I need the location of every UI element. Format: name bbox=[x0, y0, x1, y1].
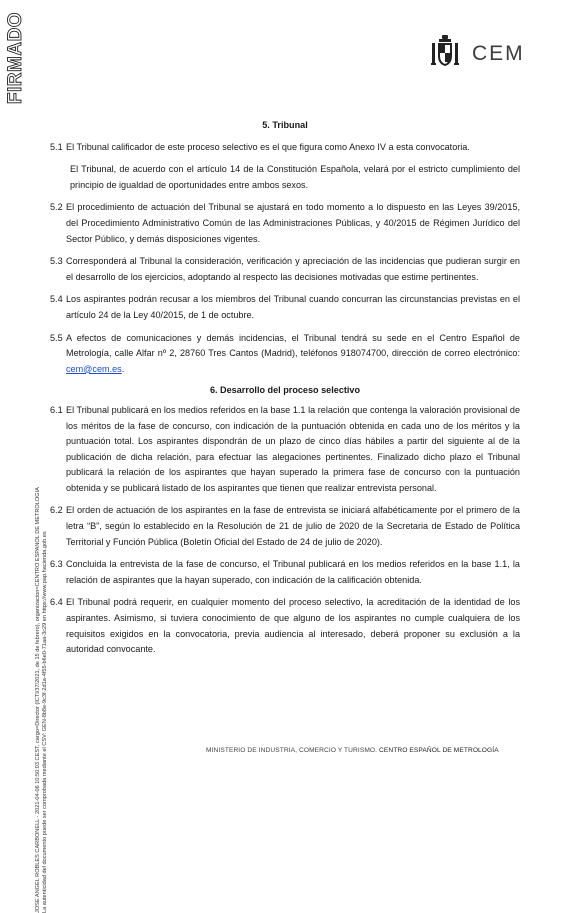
email-link[interactable]: cem@cem.es bbox=[66, 363, 122, 374]
firmado-stamp bbox=[4, 12, 26, 104]
paragraph-5-2 bbox=[50, 200, 520, 247]
paragraph-text: El Tribunal publicará en los medios referidos en la base 1.1 la relación que contenga la valoración provisional de los méritos de la fase de concurso, con indicación de la puntuación obtenida en cada uno de los méritos y la puntuación total. Los aspirantes dispondrán de un plazo de cinco días hábiles a partir del siguiente al de la publicación de dicha relación, para efectuar las alegaciones pertinentes. Finalizado dicho plazo el Tribunal publicará la relación de los aspirantes que hayan superado la primera fase de concurso con la puntuación obtenida y se publicará listado de los aspirantes que tienen que realizar entrevista personal. bbox=[66, 404, 520, 493]
paragraph-number: 5.4 bbox=[50, 294, 63, 305]
paragraph-text: El Tribunal podrá requerir, en cualquier momento del proceso selectivo, la acreditación de la identidad de los aspirantes. Asimismo, si tuviera conocimiento de que alguno de los aspirantes no cumple cualquiera de los requisitos exigidos en la convocatoria, previa audiencia al interesado, deberá proponer su exclusión a la autoridad convocante. bbox=[66, 597, 520, 655]
paragraph-number: 6.4 bbox=[50, 597, 63, 608]
cem-logo bbox=[472, 40, 528, 64]
paragraph-text-start: A efectos de comunicaciones y demás incidencias, el Tribunal tendrá su sede en el Centro Español de Metrología, calle Alfar nº 2, 28760 Tres Cantos (Madrid), teléfonos 918074700, dirección de correo electrónico: bbox=[66, 332, 520, 359]
paragraph-number: 6.2 bbox=[50, 505, 63, 516]
paragraph-number: 6.3 bbox=[50, 559, 63, 570]
paragraph-number: 5.1 bbox=[50, 141, 63, 152]
paragraph-6-2 bbox=[50, 503, 520, 550]
paragraph-number: 5.2 bbox=[50, 202, 63, 213]
header-logos bbox=[430, 34, 530, 72]
paragraph-6-1 bbox=[50, 403, 520, 497]
page-footer bbox=[206, 747, 499, 754]
paragraph-text: El Tribunal calificador de este proceso selectivo es el que figura como Anexo IV a esta convocatoria. bbox=[66, 141, 470, 152]
paragraph-5-1 bbox=[50, 140, 520, 156]
section-5-title: 5. Tribunal bbox=[262, 120, 308, 130]
paragraph-5-5 bbox=[50, 331, 520, 378]
paragraph-text: El procedimiento de actuación del Tribunal se ajustará en todo momento a lo dispuesto en las Leyes 39/2015, del Procedimiento Administrativo Común de las Administraciones Públicas, y 40/2015 de Régimen Jurídico del Sector Público, y demás disposiciones vigentes. bbox=[66, 202, 520, 244]
paragraph-5-3 bbox=[50, 254, 520, 285]
paragraph-text: El Tribunal, de acuerdo con el artículo 14 de la Constitución Española, velará por el estricto cumplimiento del principio de igualdad de oportunidades entre ambos sexos. bbox=[70, 164, 520, 190]
paragraph-6-3 bbox=[50, 557, 520, 588]
paragraph-text: Los aspirantes podrán recusar a los miembros del Tribunal cuando concurran las circunstancias previstas en el artículo 24 de la Ley 40/2015, de 1 de octubre. bbox=[66, 294, 520, 320]
firmado-label: FIRMADO bbox=[5, 12, 26, 104]
coat-of-arms-icon bbox=[430, 34, 460, 68]
paragraph-number: 5.3 bbox=[50, 256, 63, 267]
paragraph-6-4 bbox=[50, 595, 520, 657]
paragraph-5-1-cont bbox=[50, 162, 520, 193]
signature-line-2: La autenticidad del documento puede ser comprobada mediante el CSV: GEN-8b8e-9c3f-2d1a-4f55-b6e0-71aa-3c29 en https://www.pap.hacienda.gob.es bbox=[42, 531, 49, 913]
cem-logo-text: CEM bbox=[472, 42, 525, 64]
footer-centre: CENTRO ESPAÑOL DE METROLOGÍA bbox=[377, 747, 499, 754]
footer-ministry: MINISTERIO DE INDUSTRIA, COMERCIO Y TURISMO. bbox=[206, 747, 378, 754]
section-6-title: 6. Desarrollo del proceso selectivo bbox=[209, 385, 361, 396]
paragraph-text: Concluida la entrevista de la fase de concurso, el Tribunal publicará en los medios referidos en la base 1.1, la relación de aspirantes que la hayan superado, con indicación de la calificación obtenida. bbox=[66, 559, 520, 585]
paragraph-text: Corresponderá al Tribunal la consideración, verificación y apreciación de las incidencias que pudieran surgir en el desarrollo de los ejercicios, adoptando al respecto las decisiones motivadas que estime pertinentes. bbox=[66, 256, 520, 282]
document-body bbox=[50, 118, 520, 665]
paragraph-text: El orden de actuación de los aspirantes en la fase de entrevista se iniciará alfabéticamente por el primero de la letra “B”, según lo establecido en la Resolución de 21 de julio de 2020 de la Secretaria de Estado de Política Territorial y Función Pública (Boletín Oficial del Estado de 24 de julio de 2020). bbox=[66, 505, 520, 547]
paragraph-5-4 bbox=[50, 292, 520, 323]
paragraph-number: 5.5 bbox=[50, 332, 63, 343]
signature-line-1: JOSE ANGEL ROBLES CARBONELL - 2021-04-06 10:50:03 CEST, cargo=Director (ICTI/37/2021, de 15 de febrero), organizacion=CENTRO ESPAÑOL DE METROLOGIA bbox=[35, 487, 41, 913]
paragraph-text bbox=[66, 331, 520, 378]
paragraph-text-end: . bbox=[121, 363, 125, 374]
paragraph-number: 6.1 bbox=[50, 404, 63, 415]
